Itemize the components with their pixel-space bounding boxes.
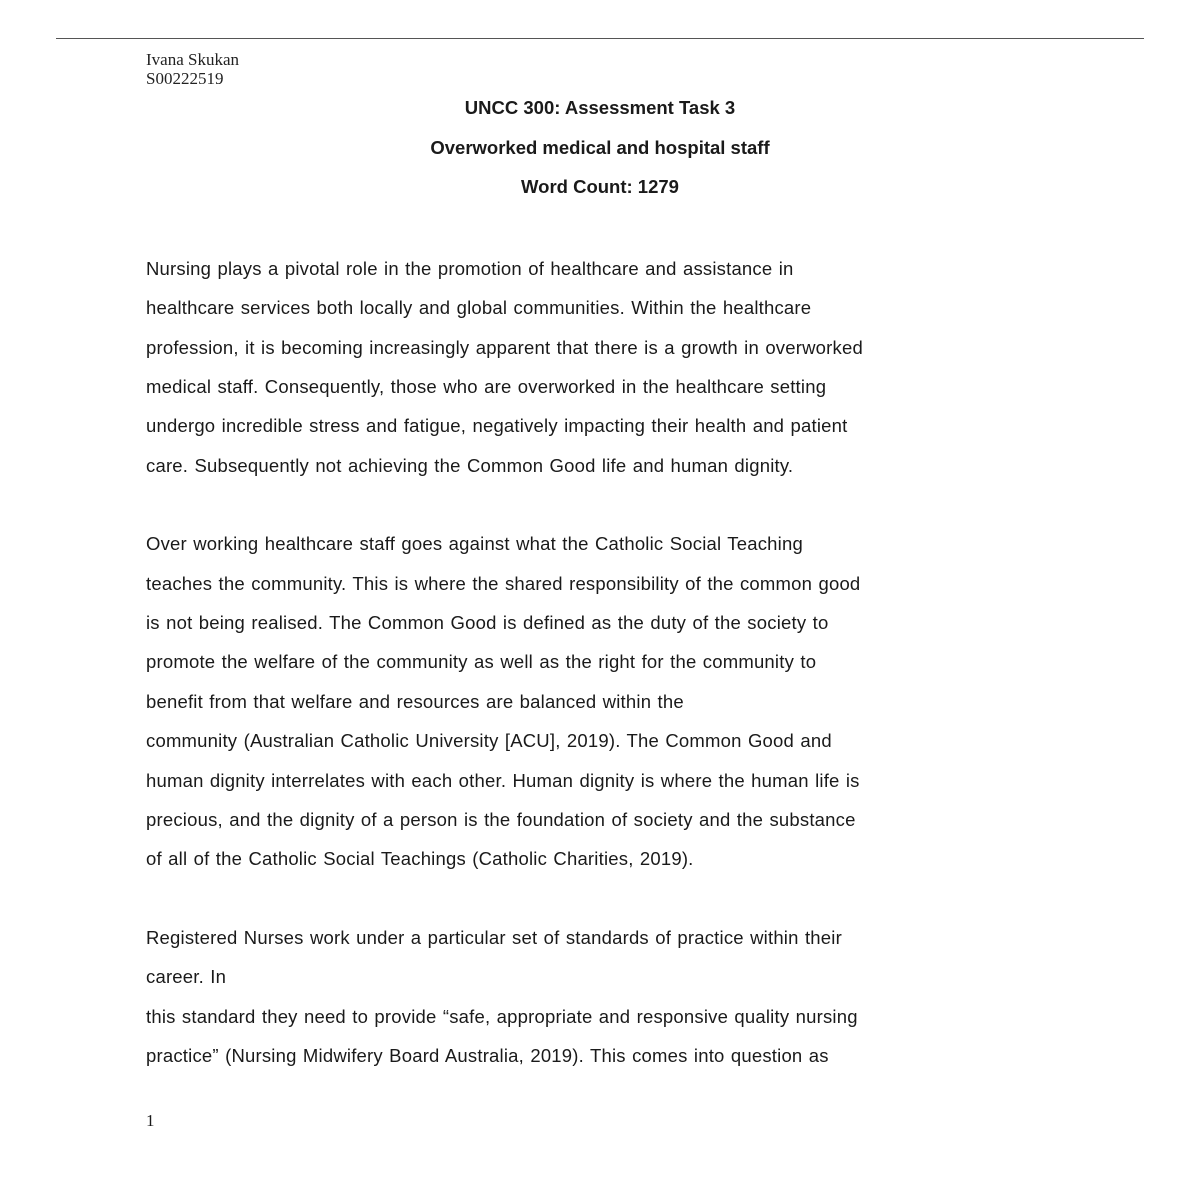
text-line: practice” (Nursing Midwifery Board Australia, 2019). This comes into question as [146,1045,829,1066]
student-id: S00222519 [146,69,224,88]
text-line: career. In [146,966,227,987]
text-line: this standard they need to provide “safe, appropriate and responsive quality nursing [146,1006,858,1027]
word-count: Word Count: 1279 [521,176,679,197]
text-line: Nursing plays a pivotal role in the promotion of healthcare and assistance in [146,258,794,279]
author-name: Ivana Skukan [146,50,240,69]
text-line: medical staff. Consequently, those who are overworked in the healthcare setting [146,376,827,397]
text-line: benefit from that welfare and resources are balanced within the [146,691,684,712]
document-subtitle: Overworked medical and hospital staff [430,136,770,158]
page-number: 1 [146,1111,155,1130]
text-line: care. Subsequently not achieving the Common Good life and human dignity. [146,455,794,476]
text-line: undergo incredible stress and fatigue, negatively impacting their health and patient [146,415,848,436]
title-block [0,98,1200,217]
text-line: Over working healthcare staff goes against what the Catholic Social Teaching [146,533,803,554]
text-line: profession, it is becoming increasingly apparent that there is a growth in overworked [146,337,863,358]
text-line: of all of the Catholic Social Teachings (Catholic Charities, 2019). [146,848,694,869]
text-line: human dignity interrelates with each other. Human dignity is where the human life is [146,770,860,791]
text-line: is not being realised. The Common Good is defined as the duty of the society to [146,612,829,633]
text-line: promote the welfare of the community as well as the right for the community to [146,651,817,672]
text-line: teaches the community. This is where the shared responsibility of the common good [146,573,861,594]
header-rule [56,38,1144,39]
text-line: precious, and the dignity of a person is the foundation of society and the substance [146,809,856,830]
page-header [146,50,239,88]
text-line: community (Australian Catholic University [ACU], 2019). The Common Good and [146,730,832,751]
document-title: UNCC 300: Assessment Task 3 [464,97,736,118]
text-line: healthcare services both locally and global communities. Within the healthcare [146,297,812,318]
text-line: Registered Nurses work under a particular set of standards of practice within their [146,927,842,948]
